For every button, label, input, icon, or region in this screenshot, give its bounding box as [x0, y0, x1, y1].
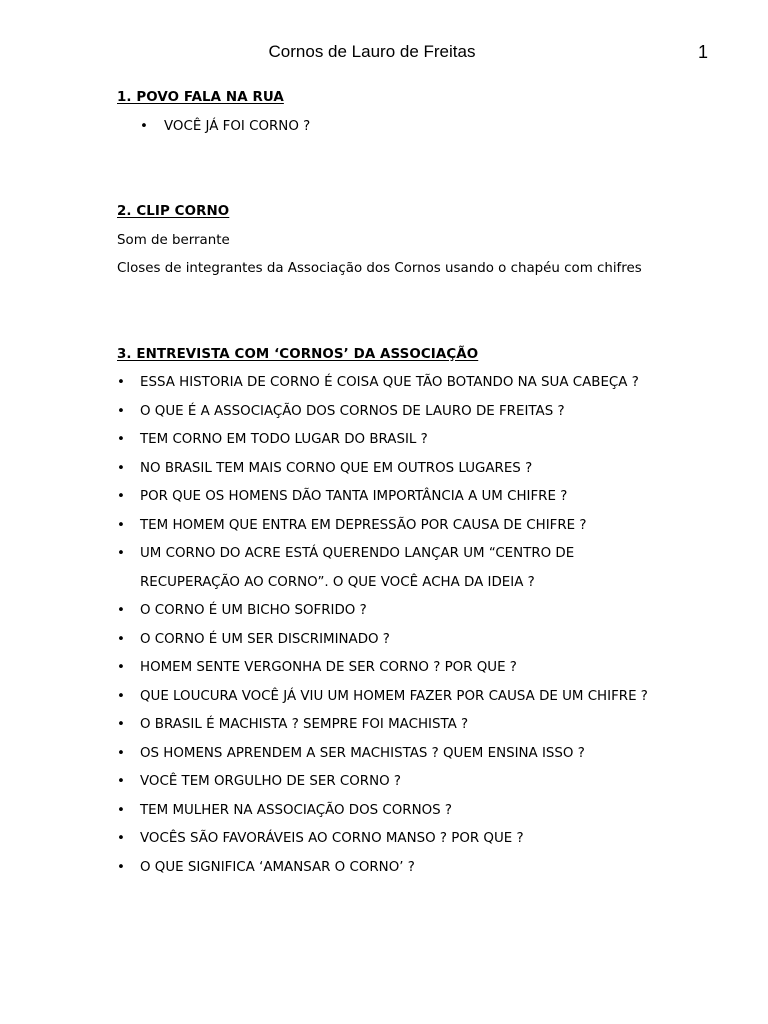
- list-item: • QUE LOUCURA VOCÊ JÁ VIU UM HOMEM FAZER POR CAUSA DE UM CHIFRE ?: [117, 683, 677, 712]
- list-item: • VOCÊ TEM ORGULHO DE SER CORNO ?: [117, 768, 677, 797]
- document-body: [117, 84, 677, 882]
- list-item: • TEM MULHER NA ASSOCIAÇÃO DOS CORNOS ?: [117, 797, 677, 826]
- text-line: Som de berrante: [117, 232, 230, 248]
- list-item: • NO BRASIL TEM MAIS CORNO QUE EM OUTROS LUGARES ?: [117, 455, 677, 484]
- list-item: • VOCÊ JÁ FOI CORNO ?: [140, 113, 677, 142]
- header-title: Cornos de Lauro de Freitas: [268, 42, 476, 61]
- page-number: 1: [697, 42, 708, 62]
- list-item: • UM CORNO DO ACRE ESTÁ QUERENDO LANÇAR UM “CENTRO DE RECUPERAÇÃO AO CORNO”. O QUE VOCÊ ACHA DA IDEIA ?: [117, 540, 677, 597]
- text-line: Closes de integrantes da Associação dos Cornos usando o chapéu com chifres: [117, 261, 642, 276]
- list-item: • O CORNO É UM BICHO SOFRIDO ?: [117, 597, 677, 626]
- list-item: • O CORNO É UM SER DISCRIMINADO ?: [117, 626, 677, 655]
- list-item: • POR QUE OS HOMENS DÃO TANTA IMPORTÂNCIA A UM CHIFRE ?: [117, 483, 677, 512]
- list-item: • HOMEM SENTE VERGONHA DE SER CORNO ? POR QUE ?: [117, 654, 677, 683]
- section-heading: 1. POVO FALA NA RUA: [117, 90, 284, 105]
- bullet-list: [117, 369, 677, 882]
- list-item: • TEM CORNO EM TODO LUGAR DO BRASIL ?: [117, 426, 677, 455]
- section-heading: 2. CLIP CORNO: [117, 204, 230, 219]
- list-item: • VOCÊS SÃO FAVORÁVEIS AO CORNO MANSO ? POR QUE ?: [117, 825, 677, 854]
- page-header: [0, 40, 768, 64]
- bullet-list: [117, 113, 677, 142]
- list-item: • O BRASIL É MACHISTA ? SEMPRE FOI MACHISTA ?: [117, 711, 677, 740]
- list-item: • O QUE SIGNIFICA ‘AMANSAR O CORNO’ ?: [117, 854, 677, 883]
- list-item: • TEM HOMEM QUE ENTRA EM DEPRESSÃO POR CAUSA DE CHIFRE ?: [117, 512, 677, 541]
- spacer: [117, 284, 677, 341]
- section-heading: 3. ENTREVISTA COM ‘CORNOS’ DA ASSOCIAÇÃO: [117, 346, 479, 362]
- list-item: • O QUE É A ASSOCIAÇÃO DOS CORNOS DE LAURO DE FREITAS ?: [117, 398, 677, 427]
- list-item: • OS HOMENS APRENDEM A SER MACHISTAS ? QUEM ENSINA ISSO ?: [117, 740, 677, 769]
- spacer: [117, 141, 677, 198]
- list-item: • ESSA HISTORIA DE CORNO É COISA QUE TÃO BOTANDO NA SUA CABEÇA ?: [117, 369, 677, 398]
